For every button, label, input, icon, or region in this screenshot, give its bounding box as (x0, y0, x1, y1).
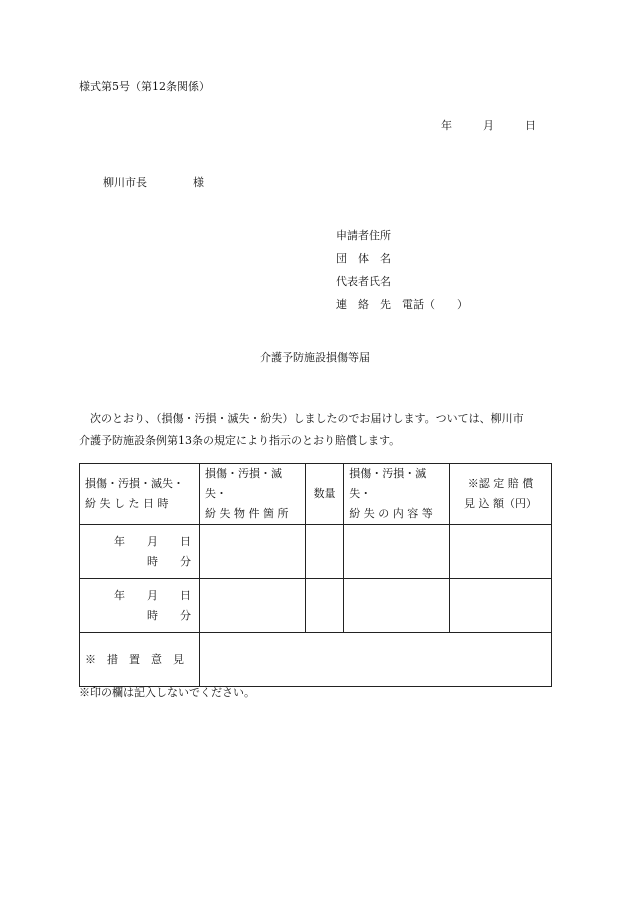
table-row (80, 525, 552, 579)
phone-label: 電話（ ） (402, 298, 468, 311)
measures-label: ※ 措 置 意 見 (80, 633, 200, 687)
header-datetime (80, 464, 200, 525)
representative-name-label: 代表者氏名 (336, 275, 391, 288)
measures-cell (200, 633, 552, 687)
header-compensation-line1: ※認 定 賠 償 (467, 477, 534, 490)
addressee (103, 176, 204, 190)
quantity-cell[interactable] (305, 579, 343, 633)
applicant-block (336, 229, 468, 321)
date-day: 日 (525, 119, 536, 132)
compensation-cell (450, 579, 552, 633)
header-details-line2: 紛 失 の 内 容 等 (349, 507, 433, 520)
addressee-honorific: 様 (193, 176, 204, 189)
quantity-cell[interactable] (305, 525, 343, 579)
addressee-name: 柳川市長 (103, 176, 147, 189)
header-quantity: 数量 (305, 464, 343, 525)
header-location-line2: 紛 失 物 件 箇 所 (205, 507, 289, 520)
location-cell[interactable] (200, 579, 306, 633)
table-header-row (80, 464, 552, 525)
details-cell[interactable] (344, 579, 450, 633)
time-placeholder: 時 分 (147, 608, 192, 622)
header-details-line1: 損傷・汚損・滅失・ (349, 467, 427, 500)
time-placeholder: 時 分 (147, 554, 192, 568)
header-compensation (450, 464, 552, 525)
contact-row (336, 298, 468, 321)
date-year: 年 (441, 119, 452, 132)
location-cell[interactable] (200, 525, 306, 579)
datetime-cell[interactable] (80, 579, 200, 633)
date-placeholder: 年 月 日 (114, 534, 192, 548)
details-cell[interactable] (344, 525, 450, 579)
date-placeholder: 年 月 日 (114, 588, 192, 602)
form-number: 様式第5号（第12条関係） (79, 80, 210, 93)
table-row (80, 579, 552, 633)
header-datetime-line2: 紛 失 し た 日 時 (85, 497, 169, 510)
body-text (79, 408, 559, 452)
damage-table (79, 463, 552, 687)
header-location (200, 464, 306, 525)
applicant-address-label: 申請者住所 (336, 229, 391, 242)
footnote: ※印の欄は記入しないでください。 (79, 686, 255, 699)
datetime-cell[interactable] (80, 525, 200, 579)
table-row-measures (80, 633, 552, 687)
body-line-2: 介護予防施設条例第13条の規定により指示のとおり賠償します。 (79, 434, 401, 447)
compensation-cell (450, 525, 552, 579)
header-compensation-line2: 見 込 額（円） (464, 497, 538, 510)
header-location-line1: 損傷・汚損・滅失・ (205, 467, 283, 500)
date-line (441, 119, 536, 133)
organization-name-label: 団 体 名 (336, 252, 391, 265)
document-title: 介護予防施設損傷等届 (260, 351, 370, 364)
contact-label: 連 絡 先 (336, 298, 391, 311)
header-datetime-line1: 損傷・汚損・滅失・ (85, 477, 184, 490)
date-month: 月 (483, 119, 494, 132)
header-details (344, 464, 450, 525)
body-line-1: 次のとおり、（損傷・汚損・滅失・紛失）しましたのでお届けします。ついては、柳川市 (79, 412, 524, 425)
